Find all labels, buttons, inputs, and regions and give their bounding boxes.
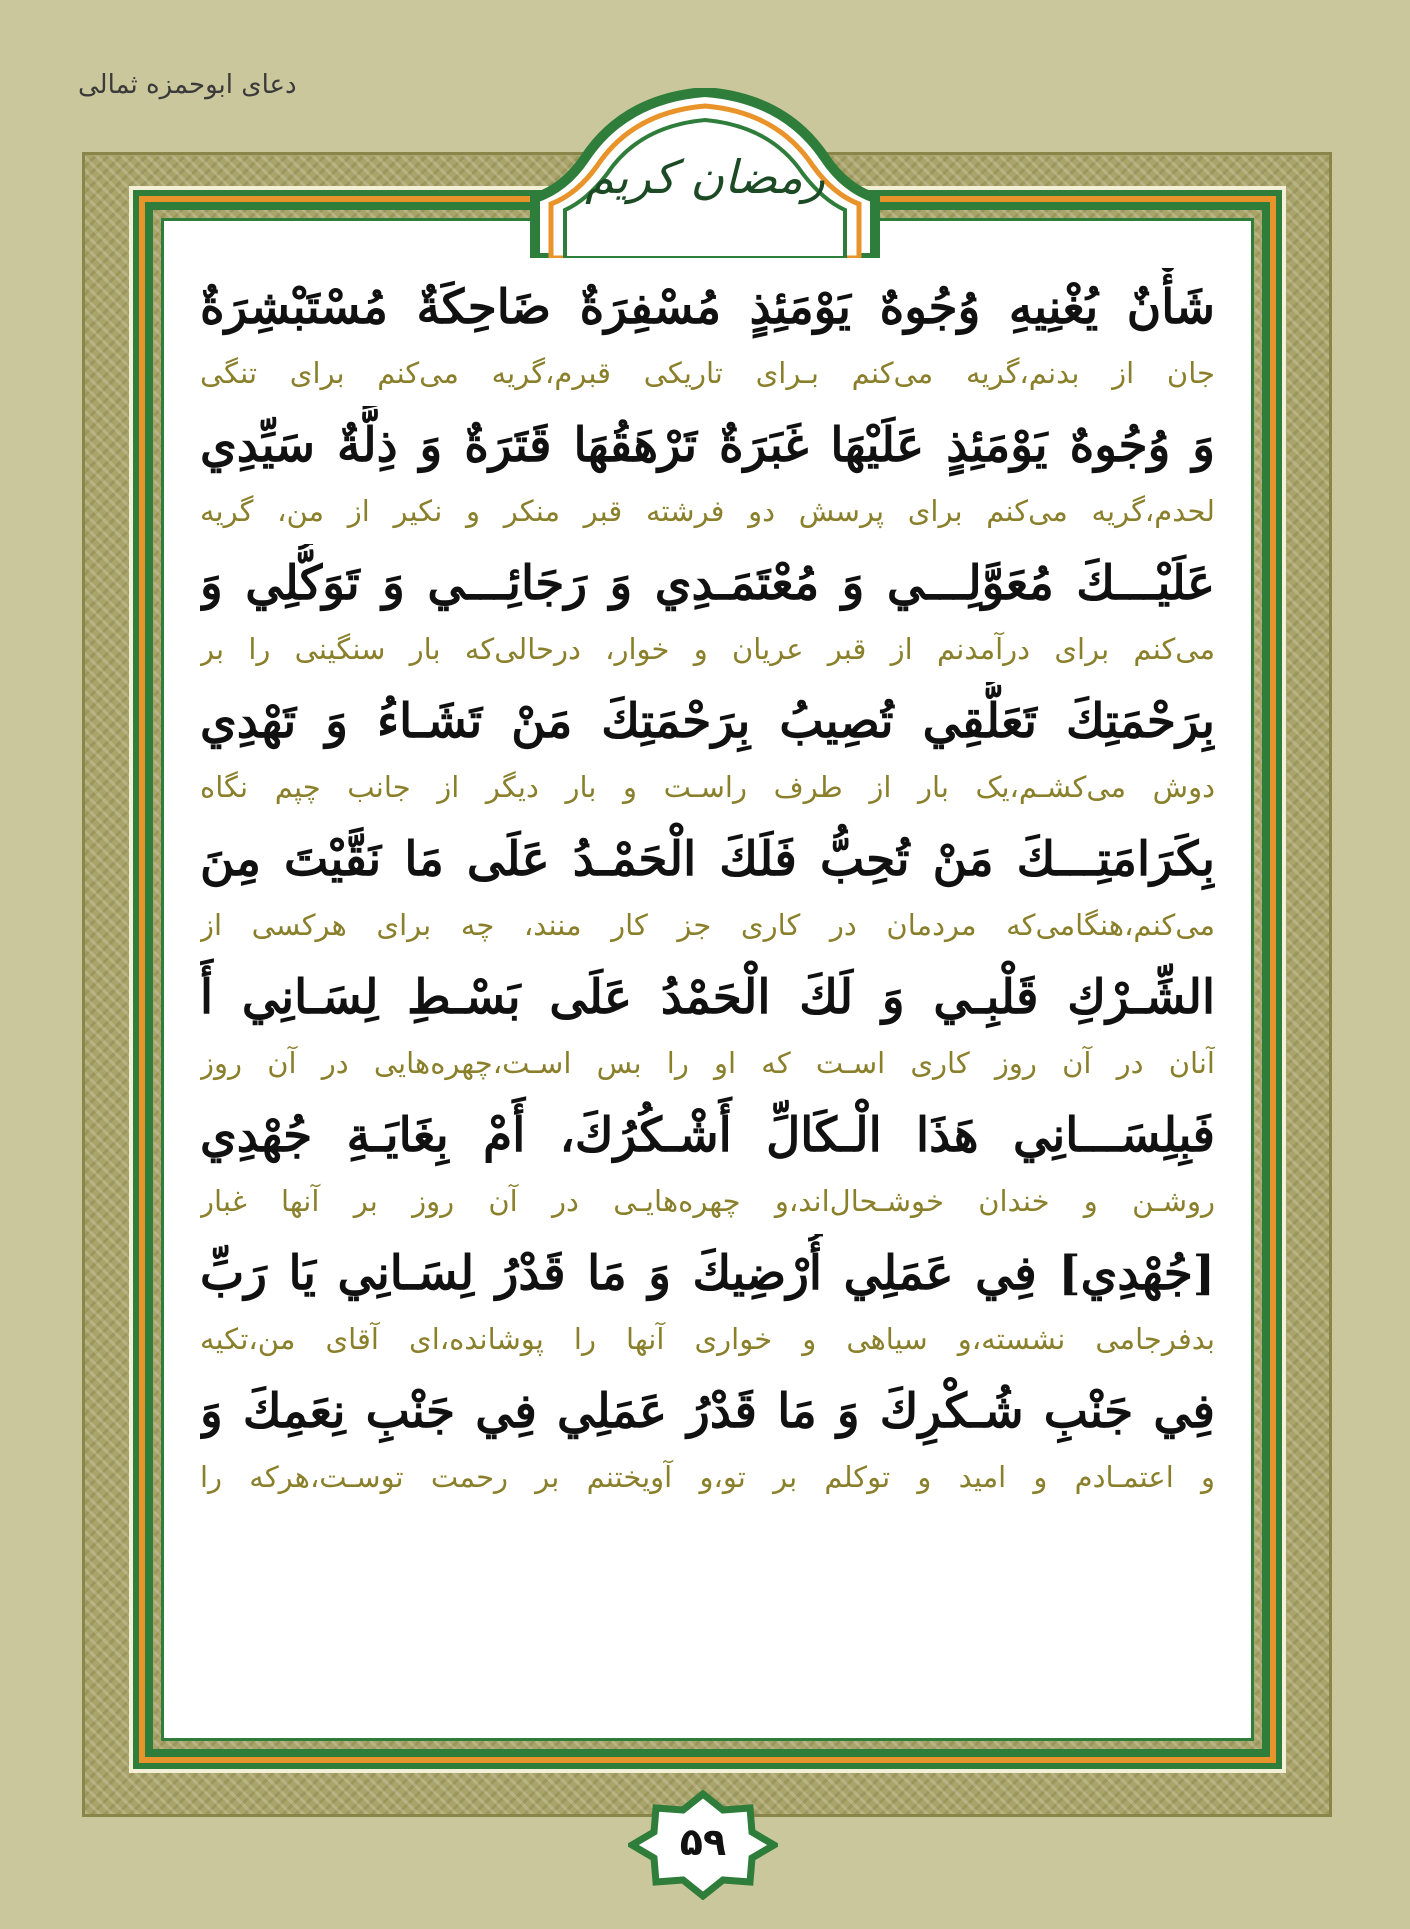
arabic-line: الشِّـرْكِ قَلْبِـي وَ لَكَ الْحَمْدُ عَلَى بَسْـطِ لِسَـانِي أَ <box>200 970 1215 1025</box>
arabic-line: فَبِلِسَـــانِي هَذَا الْـكَالِّ أَشْـكُرُكَ، أَمْ بِغَايَـةِ جُهْدِي <box>200 1108 1215 1163</box>
persian-line: می‌کنم برای درآمدنم از قبر عریان و خوار، درحالی‌که بار سنگینی را بر <box>200 632 1215 666</box>
persian-line: آنان در آن روز کاری اسـت که او را بس اسـت،چهره‌هایی در آن روز <box>200 1046 1215 1080</box>
running-header: دعای ابوحمزه ثمالی <box>78 70 297 100</box>
persian-line: روشـن و خندان خوشـحال‌اند،و چهره‌هایـی در آن روز بر آنها غبار <box>200 1184 1215 1218</box>
persian-line: بدفرجامی نشسته،و سیاهی و خواری آنها را پوشانده،ای آقای من،تکیه <box>200 1322 1215 1356</box>
persian-line: دوش می‌کشـم،یک بار از طرف راسـت و بار دیگر از جانب چپم نگاه <box>200 770 1215 804</box>
persian-line: جان از بدنم،گریه می‌کنم بـرای تاریکی قبرم،گریه می‌کنم برای تنگی <box>200 356 1215 390</box>
prayer-text <box>200 268 1215 1510</box>
page-number-badge <box>628 1790 778 1900</box>
badge-title: رمضان کریم <box>585 150 825 204</box>
arabic-line: [جُهْدِي] فِي عَمَلِي أُرْضِيكَ وَ مَا قَدْرُ لِسَـانِي يَا رَبِّ <box>200 1246 1215 1301</box>
arabic-line: شَأْنٌ يُغْنِيهِ وُجُوهٌ يَوْمَئِذٍ مُسْفِرَةٌ ضَاحِكَةٌ مُسْتَبْشِرَةٌ <box>200 280 1215 335</box>
arabic-line: عَلَيْـــكَ مُعَوَّلِـــي وَ مُعْتَمَـدِي وَ رَجَائِـــي وَ تَوَكُّلِي وَ <box>200 556 1215 611</box>
ramadan-badge <box>525 88 885 258</box>
persian-line: لحدم،گریه می‌کنم برای پرسش دو فرشته قبر منکر و نکیر از من، گریه <box>200 494 1215 528</box>
page-number: ۵۹ <box>679 1820 727 1864</box>
arabic-line: بِرَحْمَتِكَ تَعَلُّقِي تُصِيبُ بِرَحْمَتِكَ مَنْ تَشَـاءُ وَ تَهْدِي <box>200 694 1215 749</box>
arabic-line: وَ وُجُوهٌ يَوْمَئِذٍ عَلَيْهَا غَبَرَةٌ تَرْهَقُهَا قَتَرَةٌ وَ ذِلَّةٌ سَيِّدِي <box>200 418 1215 473</box>
arabic-line: فِي جَنْبِ شُـكْرِكَ وَ مَا قَدْرُ عَمَلِي فِي جَنْبِ نِعَمِكَ وَ <box>200 1384 1215 1439</box>
arabic-line: بِكَرَامَتِـــكَ مَنْ تُحِبُّ فَلَكَ الْحَمْـدُ عَلَى مَا نَقَّيْتَ مِنَ <box>200 832 1215 887</box>
persian-line: و اعتمـادم و امید و توکلم بر تو،و آویختنم بر رحمت توسـت،هرکه را <box>200 1460 1215 1494</box>
persian-line: می‌کنم،هنگامی‌که مردمان در کاری جز کار منند، چه برای هرکسی از <box>200 908 1215 942</box>
